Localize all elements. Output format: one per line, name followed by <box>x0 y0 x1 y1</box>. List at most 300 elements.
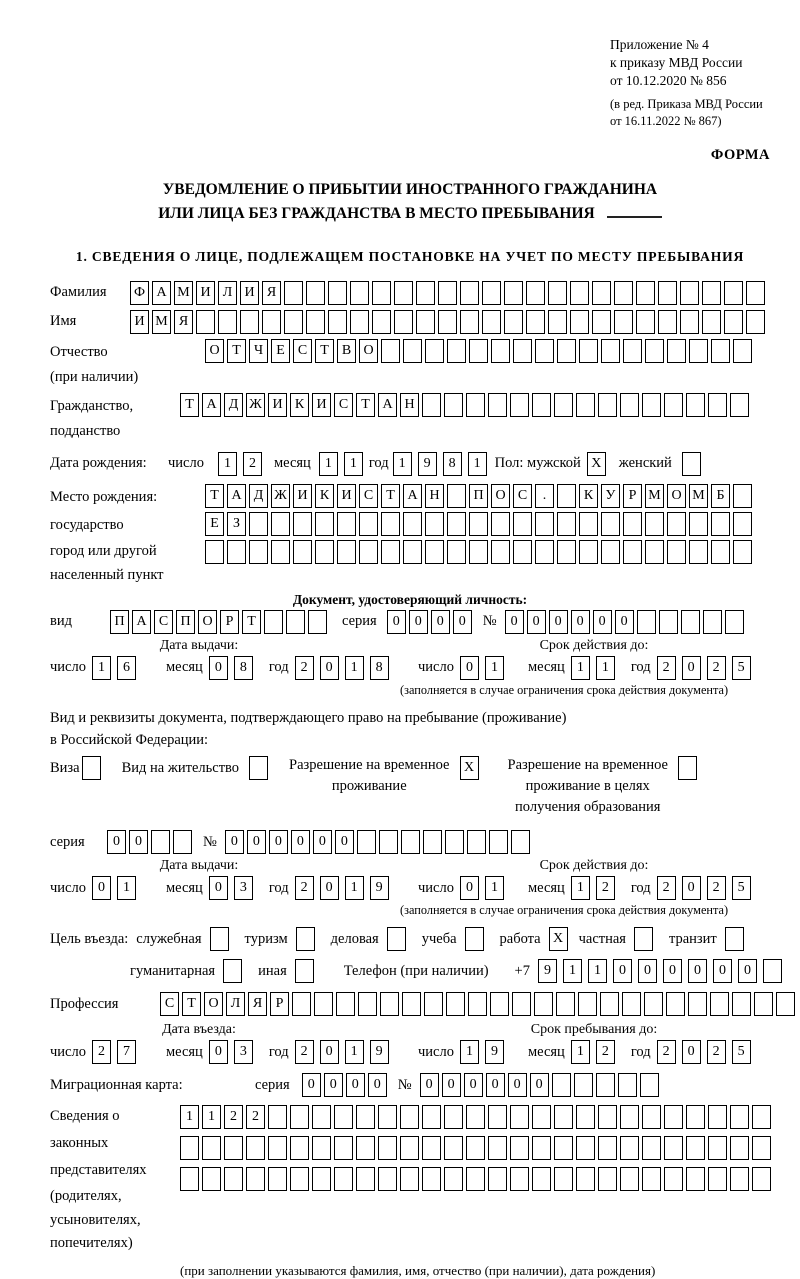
migration-number-label: № <box>397 1076 412 1093</box>
cell <box>416 281 435 305</box>
sex-female-checkbox[interactable] <box>682 452 704 476</box>
entry-year-label: год <box>268 1043 289 1060</box>
doc-valid-month-cells <box>571 656 621 680</box>
entry-month-label: месяц <box>165 1043 203 1060</box>
res-number-cells <box>225 830 533 854</box>
cell <box>447 540 466 564</box>
citizenship-label: Гражданство, <box>50 397 134 414</box>
cell <box>526 310 545 334</box>
cell <box>227 540 246 564</box>
cell: 0 <box>269 830 288 854</box>
cell[interactable]: X <box>549 927 568 951</box>
cell <box>491 540 510 564</box>
cell: 2 <box>707 876 726 900</box>
cell: . <box>535 484 554 508</box>
cell: 2 <box>596 1040 615 1064</box>
cell[interactable]: 0 <box>613 959 632 983</box>
cell[interactable] <box>296 927 315 951</box>
cell <box>623 339 642 363</box>
legal-reps-cells-row3 <box>180 1167 774 1191</box>
cell <box>724 281 743 305</box>
cell: Т <box>356 393 375 417</box>
cell: 0 <box>225 830 244 854</box>
cell: Я <box>174 310 193 334</box>
cell[interactable] <box>465 927 484 951</box>
cell: 0 <box>682 1040 701 1064</box>
cell: 0 <box>320 1040 339 1064</box>
cell: 0 <box>682 876 701 900</box>
cell <box>488 1105 507 1129</box>
cell: 3 <box>234 1040 253 1064</box>
cell: П <box>110 610 129 634</box>
cell <box>205 540 224 564</box>
cell <box>681 610 700 634</box>
res-valid-day-cells <box>460 876 510 900</box>
cell: 2 <box>92 1040 111 1064</box>
cell <box>337 540 356 564</box>
cell[interactable] <box>210 927 229 951</box>
cell: И <box>268 393 287 417</box>
entry-date-heading: Дата въезда: <box>162 1022 236 1038</box>
cell <box>703 610 722 634</box>
identity-doc-row <box>50 610 770 634</box>
cell: 1 <box>571 656 590 680</box>
cell <box>306 281 325 305</box>
cell[interactable] <box>725 927 744 951</box>
cell: И <box>240 281 259 305</box>
cell <box>482 281 501 305</box>
cell <box>552 1073 571 1097</box>
doc-valid-day-label: число <box>418 659 454 676</box>
cell <box>315 512 334 536</box>
cell[interactable]: 1 <box>563 959 582 983</box>
order-date-line: от 10.12.2020 № 856 <box>610 73 727 89</box>
birth-date-label: Дата рождения: <box>50 455 147 472</box>
legal-reps-note: (при заполнении указываются фамилия, имя, отчество (при наличии), дата рождения) <box>180 1263 656 1279</box>
birth-date-row <box>50 452 770 476</box>
purpose-tourism-checkbox[interactable] <box>296 927 318 951</box>
doc-issue-heading: Дата выдачи: <box>159 637 239 653</box>
migration-number-cells <box>420 1073 662 1097</box>
cell <box>290 1167 309 1191</box>
cell: Я <box>262 281 281 305</box>
cell <box>510 1167 529 1191</box>
cell <box>510 1105 529 1129</box>
cell <box>730 1105 749 1129</box>
cell <box>592 281 611 305</box>
cell <box>444 1167 463 1191</box>
cell <box>271 540 290 564</box>
cell: О <box>491 484 510 508</box>
cell: 0 <box>313 830 332 854</box>
cell: Б <box>711 484 730 508</box>
cell[interactable]: 0 <box>663 959 682 983</box>
cell <box>314 992 333 1016</box>
cell: 0 <box>368 1073 387 1097</box>
cell[interactable] <box>82 756 101 780</box>
purpose-private-checkbox[interactable] <box>634 927 656 951</box>
migration-card-label: Миграционная карта: <box>50 1076 183 1093</box>
surname-label: Фамилия <box>50 284 107 301</box>
res-issue-month-cells <box>209 876 259 900</box>
doc-series-cells <box>387 610 475 634</box>
cell[interactable]: X <box>587 452 606 476</box>
temp-residence-checkbox[interactable] <box>460 756 482 780</box>
purpose-business-label: деловая <box>330 931 379 948</box>
cell <box>686 1167 705 1191</box>
cell <box>620 1105 639 1129</box>
cell <box>620 393 639 417</box>
cell <box>708 393 727 417</box>
stay-year-cells <box>657 1040 757 1064</box>
cell[interactable] <box>223 959 242 983</box>
cell <box>711 540 730 564</box>
cell[interactable]: 1 <box>588 959 607 983</box>
cell: Я <box>248 992 267 1016</box>
entry-day-label: число <box>50 1043 86 1060</box>
res-series-cells <box>107 830 195 854</box>
birthplace-label-state: государство <box>50 516 124 533</box>
cell: 0 <box>324 1073 343 1097</box>
cell <box>667 339 686 363</box>
cell <box>308 610 327 634</box>
cell: 0 <box>209 876 228 900</box>
cell <box>290 1136 309 1160</box>
cell: 0 <box>247 830 266 854</box>
cell: 8 <box>234 656 253 680</box>
cell: 0 <box>615 610 634 634</box>
cell <box>746 310 765 334</box>
cell: О <box>667 484 686 508</box>
res-issue-year-cells <box>295 876 395 900</box>
cell <box>482 310 501 334</box>
cell <box>554 1167 573 1191</box>
cell <box>642 1136 661 1160</box>
cell: П <box>469 484 488 508</box>
doc-issue-year-label: год <box>268 659 289 676</box>
cell <box>444 1136 463 1160</box>
legal-reps-label-6: попечителях) <box>50 1235 133 1252</box>
cell: 7 <box>117 1040 136 1064</box>
cell[interactable]: 9 <box>538 959 557 983</box>
cell: С <box>334 393 353 417</box>
doc-valid-heading: Срок действия до: <box>539 637 649 653</box>
temp-residence-label: Разрешение на временное проживание <box>289 757 450 795</box>
cell: 0 <box>442 1073 461 1097</box>
purpose-transit-checkbox[interactable] <box>725 927 747 951</box>
cell: И <box>337 484 356 508</box>
purpose-business-checkbox[interactable] <box>387 927 409 951</box>
residence-doc-intro <box>50 708 770 752</box>
cell <box>293 512 312 536</box>
res-issue-day-label: число <box>50 879 86 896</box>
cell[interactable] <box>678 756 697 780</box>
cell <box>636 310 655 334</box>
cell <box>667 512 686 536</box>
cell <box>645 540 664 564</box>
cell <box>686 1136 705 1160</box>
cell <box>642 393 661 417</box>
res-issue-day-cells <box>92 876 142 900</box>
sex-female-label: женский <box>618 455 672 472</box>
cell <box>689 339 708 363</box>
cell <box>336 992 355 1016</box>
cell <box>618 1073 637 1097</box>
cell <box>708 1136 727 1160</box>
cell: 0 <box>409 610 428 634</box>
doc-issue-month-cells <box>209 656 259 680</box>
cell <box>284 281 303 305</box>
cell <box>504 310 523 334</box>
cell[interactable]: X <box>460 756 479 780</box>
cell: А <box>202 393 221 417</box>
cell[interactable]: 0 <box>638 959 657 983</box>
phone-cells[interactable] <box>538 959 788 983</box>
purpose-official-checkbox[interactable] <box>210 927 232 951</box>
citizenship-label-2: подданство <box>50 422 121 439</box>
cell[interactable] <box>634 927 653 951</box>
cell <box>598 1136 617 1160</box>
cell: Л <box>226 992 245 1016</box>
cell <box>356 1105 375 1129</box>
patronymic-label: Отчество <box>50 343 108 360</box>
res-issue-heading: Дата выдачи: <box>159 858 239 874</box>
form-title-line-1: УВЕДОМЛЕНИЕ О ПРИБЫТИИ ИНОСТРАННОГО ГРАЖДАНИНА <box>162 181 658 199</box>
birth-month-cells <box>319 452 369 476</box>
cell: Т <box>205 484 224 508</box>
cell <box>601 540 620 564</box>
cell <box>202 1136 221 1160</box>
cell: 0 <box>335 830 354 854</box>
cell <box>425 512 444 536</box>
cell <box>574 1073 593 1097</box>
cell <box>535 339 554 363</box>
cell <box>614 281 633 305</box>
cell: И <box>196 281 215 305</box>
cell <box>730 393 749 417</box>
cell <box>754 992 773 1016</box>
cell <box>356 1167 375 1191</box>
doc-number-cells <box>505 610 747 634</box>
cell: 0 <box>460 876 479 900</box>
cell <box>534 992 553 1016</box>
purpose-work-checkbox[interactable] <box>549 927 571 951</box>
cell <box>658 281 677 305</box>
cell: 0 <box>527 610 546 634</box>
cell: Л <box>218 281 237 305</box>
cell: О <box>359 339 378 363</box>
cell <box>468 992 487 1016</box>
cell: О <box>204 992 223 1016</box>
migration-series-cells <box>302 1073 390 1097</box>
stay-month-cells <box>571 1040 621 1064</box>
cell: 1 <box>393 452 412 476</box>
cell <box>752 1167 771 1191</box>
cell <box>637 610 656 634</box>
purpose-study-checkbox[interactable] <box>465 927 487 951</box>
cell <box>378 1136 397 1160</box>
cell <box>381 540 400 564</box>
cell <box>394 281 413 305</box>
cell: 2 <box>596 876 615 900</box>
cell: Р <box>623 484 642 508</box>
cell <box>488 1167 507 1191</box>
cell <box>578 992 597 1016</box>
cell <box>601 512 620 536</box>
cell: 0 <box>508 1073 527 1097</box>
cell: 5 <box>732 656 751 680</box>
cell: 2 <box>295 1040 314 1064</box>
residence-permit-label: Вид на жительство <box>121 760 240 777</box>
cell <box>733 512 752 536</box>
cell <box>424 992 443 1016</box>
cell <box>623 540 642 564</box>
doc-type-label: вид <box>50 613 72 630</box>
cell[interactable]: 0 <box>713 959 732 983</box>
cell <box>686 393 705 417</box>
purpose-humanitarian-label: гуманитарная <box>130 963 216 980</box>
birth-month-label: месяц <box>273 455 311 472</box>
cell <box>644 992 663 1016</box>
sex-male-checkbox[interactable] <box>587 452 609 476</box>
cell: 6 <box>117 656 136 680</box>
cell: 0 <box>593 610 612 634</box>
purpose-humanitarian-checkbox[interactable] <box>223 959 245 983</box>
cell: Р <box>270 992 289 1016</box>
cell: 2 <box>707 1040 726 1064</box>
cell <box>711 512 730 536</box>
residence-doc-types-row <box>50 755 770 818</box>
temp-residence-edu-label: Разрешение на временное проживание в целях получения образования <box>507 757 668 816</box>
identity-doc-dates <box>50 638 770 698</box>
cell <box>359 540 378 564</box>
cell <box>423 830 442 854</box>
birth-day-cells <box>218 452 268 476</box>
cell[interactable]: 0 <box>688 959 707 983</box>
cell[interactable] <box>682 452 701 476</box>
cell: Е <box>205 512 224 536</box>
legal-reps-cells-row2 <box>180 1136 774 1160</box>
cell <box>510 393 529 417</box>
stay-month-label: месяц <box>527 1043 565 1060</box>
purpose-other-checkbox[interactable] <box>295 959 317 983</box>
cell <box>400 1167 419 1191</box>
cell <box>271 512 290 536</box>
cell <box>444 393 463 417</box>
cell: 1 <box>218 452 237 476</box>
cell <box>532 1105 551 1129</box>
cell: Т <box>381 484 400 508</box>
residence-permit-checkbox[interactable] <box>249 756 271 780</box>
cell <box>645 339 664 363</box>
cell <box>689 512 708 536</box>
cell[interactable] <box>387 927 406 951</box>
cell: 2 <box>246 1105 265 1129</box>
cell <box>513 339 532 363</box>
temp-residence-edu-checkbox[interactable] <box>678 756 700 780</box>
cell: 0 <box>209 1040 228 1064</box>
cell <box>268 1167 287 1191</box>
cell: М <box>174 281 193 305</box>
cell: 9 <box>418 452 437 476</box>
cell <box>730 1167 749 1191</box>
cell: А <box>403 484 422 508</box>
cell <box>180 1136 199 1160</box>
cell <box>312 1105 331 1129</box>
visa-label: Виза <box>50 760 80 777</box>
cell <box>334 1167 353 1191</box>
cell: 2 <box>243 452 262 476</box>
cell <box>312 1167 331 1191</box>
cell[interactable]: 0 <box>738 959 757 983</box>
cell <box>151 830 170 854</box>
cell[interactable] <box>295 959 314 983</box>
entry-day-cells <box>92 1040 142 1064</box>
cell <box>196 310 215 334</box>
cell <box>466 1167 485 1191</box>
migration-card-row <box>50 1073 770 1097</box>
cell <box>725 610 744 634</box>
cell: 0 <box>505 610 524 634</box>
visa-checkbox[interactable] <box>82 756 104 780</box>
doc-valid-year-label: год <box>630 659 651 676</box>
cell: И <box>312 393 331 417</box>
cell: 0 <box>549 610 568 634</box>
stay-until-heading: Срок пребывания до: <box>530 1022 658 1038</box>
cell <box>667 540 686 564</box>
purpose-tourism-label: туризм <box>244 931 288 948</box>
cell: 1 <box>319 452 338 476</box>
cell <box>422 1136 441 1160</box>
cell <box>350 281 369 305</box>
cell <box>337 512 356 536</box>
cell <box>535 540 554 564</box>
cell: 0 <box>460 656 479 680</box>
cell <box>467 830 486 854</box>
cell <box>708 1167 727 1191</box>
cell <box>535 512 554 536</box>
residence-doc-intro-line2: в Российской Федерации: <box>50 731 209 748</box>
cell[interactable] <box>249 756 268 780</box>
cell: 0 <box>291 830 310 854</box>
cell <box>645 512 664 536</box>
cell: Ж <box>246 393 265 417</box>
cell <box>328 310 347 334</box>
cell: 8 <box>370 656 389 680</box>
cell <box>356 1136 375 1160</box>
cell <box>372 310 391 334</box>
purpose-study-label: учеба <box>421 931 457 948</box>
cell <box>746 281 765 305</box>
legal-reps-label-4: (родителях, <box>50 1188 122 1205</box>
cell: С <box>293 339 312 363</box>
cell <box>490 992 509 1016</box>
cell: Т <box>242 610 261 634</box>
purpose-row-2 <box>130 958 770 985</box>
cell <box>504 281 523 305</box>
cell: 2 <box>707 656 726 680</box>
birthplace-label: Место рождения: <box>50 488 158 505</box>
cell <box>513 540 532 564</box>
cell <box>686 1105 705 1129</box>
cell[interactable] <box>763 959 782 983</box>
cell <box>491 339 510 363</box>
cell: 2 <box>224 1105 243 1129</box>
cell <box>446 992 465 1016</box>
profession-row <box>50 992 770 1016</box>
cell <box>689 540 708 564</box>
title-blank-line <box>607 204 662 218</box>
